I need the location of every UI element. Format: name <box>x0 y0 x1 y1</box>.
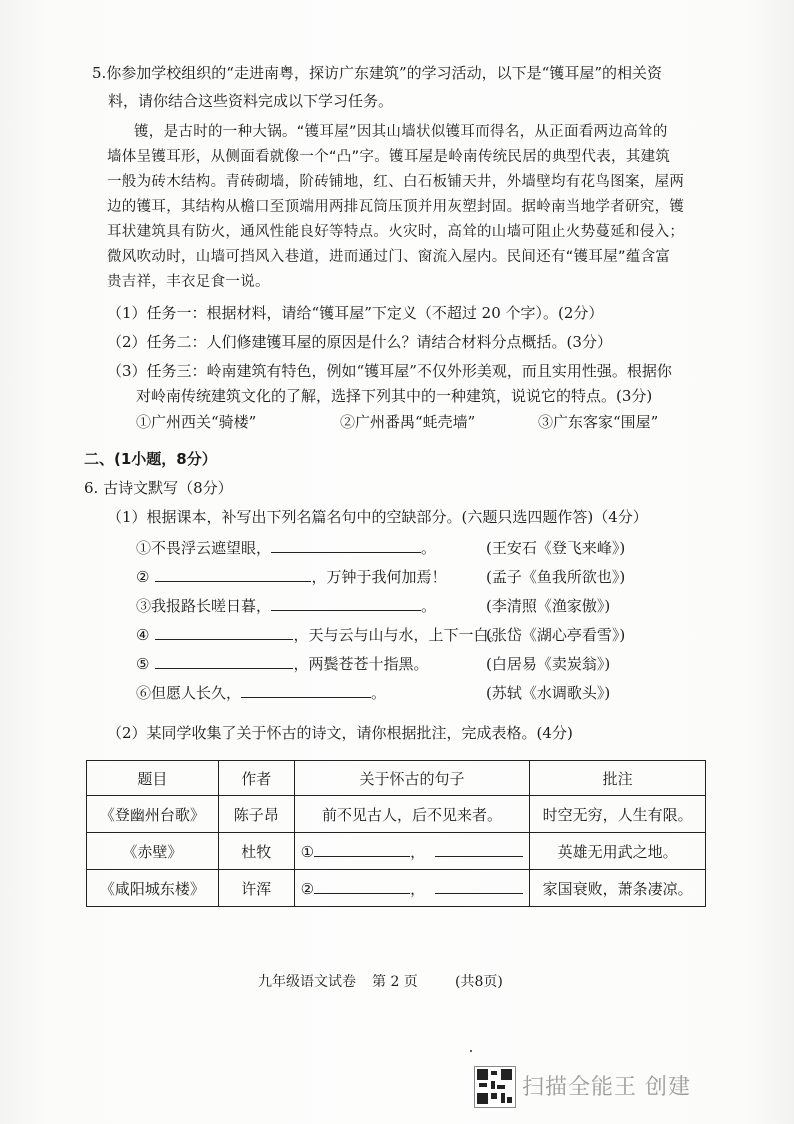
cell-sentence-blank: ② ， <box>294 870 530 907</box>
scan-speck <box>470 1050 472 1052</box>
answer-blank[interactable] <box>155 567 311 582</box>
qr-code-icon <box>474 1066 516 1108</box>
material-line: 边的镬耳，其结构从檐口至顶端用两排瓦筒压顶并用灰塑封固。据岭南当地学者研究，镬 <box>107 199 685 215</box>
table-row <box>87 870 706 907</box>
material-line: 镬，是古时的一种大锅。“镬耳屋”因其山墙状似镬耳而得名，从正面看两边高耸的 <box>134 124 668 140</box>
header-author: 作者 <box>218 761 294 796</box>
source-4: (张岱《湖心亭看雪》) <box>486 626 626 644</box>
source-6: (苏轼《水调歌头》) <box>486 684 611 702</box>
cell-sentence-blank: ① ， <box>294 833 530 870</box>
task-3-line1: （3）任务三：岭南建筑有特色，例如“镬耳屋”不仅外形美观，而且实用性强。根据你 <box>107 362 672 380</box>
scanner-watermark: 扫描全能王 创建 <box>522 1075 691 1100</box>
header-title: 题目 <box>87 761 219 796</box>
q6-sub1: （1）根据课本，补写出下列名篇名句中的空缺部分。(六题只选四题作答)（4分） <box>107 508 648 526</box>
material-line: 贵吉祥，丰衣足食一说。 <box>107 274 270 290</box>
source-2: (孟子《鱼我所欲也》) <box>486 568 626 586</box>
answer-blank[interactable] <box>271 596 421 611</box>
material-line: 耳状建筑具有防火，通风性能良好等特点。火灾时，高耸的山墙可阻止火势蔓延和侵入； <box>107 224 685 240</box>
table-row <box>87 833 706 870</box>
q6-title: 6. 古诗文默写（8分） <box>84 479 233 497</box>
poem-table <box>86 760 706 907</box>
footer-page-number: 第 2 页 <box>372 974 418 990</box>
answer-blank[interactable] <box>155 625 293 640</box>
footer-paper-name: 九年级语文试卷 <box>258 974 356 990</box>
source-5: (白居易《卖炭翁》) <box>486 655 611 673</box>
fill-line-1: ①不畏浮云遮望眼， 。 <box>136 539 437 557</box>
option-2: ②广州番禺“蚝壳墙” <box>340 413 476 431</box>
material-line: 微风吹动时，山墙可挡风入巷道，进而通过门、窗流入屋内。民间还有“镬耳屋”蕴含富 <box>107 249 671 265</box>
option-1: ①广州西关“骑楼” <box>136 413 257 431</box>
cell-note: 家国衰败，萧条凄凉。 <box>530 870 706 907</box>
q5-intro-line1: 5.你参加学校组织的“走进南粤，探访广东建筑”的学习活动，以下是“镬耳屋”的相关资 <box>92 64 662 82</box>
header-note: 批注 <box>530 761 706 796</box>
table-row <box>87 796 706 833</box>
footer-total-pages: (共8页) <box>455 974 503 990</box>
cell-author: 陈子昂 <box>218 796 294 833</box>
option-3: ③广东客家“围屋” <box>538 413 659 431</box>
source-3: (李清照《渔家傲》) <box>486 597 611 615</box>
answer-blank[interactable] <box>314 879 410 894</box>
fill-line-4: ④ ，天与云与山与水，上下一白。 <box>136 626 504 644</box>
cell-sentence: 前不见古人，后不见来者。 <box>294 796 530 833</box>
cell-author: 杜牧 <box>218 833 294 870</box>
fill-line-3: ③我报路长嗟日暮， 。 <box>136 597 437 615</box>
task-3-line2: 对岭南传统建筑文化的了解，选择下列其中的一种建筑，说说它的特点。(3分) <box>136 387 653 405</box>
section-2-heading: 二、(1小题，8分） <box>84 450 217 468</box>
answer-blank[interactable] <box>241 683 371 698</box>
material-line: 墙体呈镬耳形，从侧面看就像一个“凸”字。镬耳屋是岭南传统民居的典型代表，其建筑 <box>107 149 671 165</box>
answer-blank[interactable] <box>155 654 293 669</box>
cell-title: 《咸阳城东楼》 <box>87 870 219 907</box>
fill-line-2: ② ，万钟于我何加焉！ <box>136 568 447 586</box>
table-header-row <box>87 761 706 796</box>
fill-line-5: ⑤ ，两鬓苍苍十指黑。 <box>136 655 429 673</box>
cell-note: 时空无穷，人生有限。 <box>530 796 706 833</box>
header-sentence: 关于怀古的句子 <box>294 761 530 796</box>
cell-title: 《登幽州台歌》 <box>87 796 219 833</box>
task-1: （1）任务一：根据材料，请给“镬耳屋”下定义（不超过 20 个字）。(2分） <box>107 304 604 322</box>
source-1: (王安石《登飞来峰》) <box>486 539 626 557</box>
cell-title: 《赤壁》 <box>87 833 219 870</box>
answer-blank[interactable] <box>271 538 421 553</box>
answer-blank[interactable] <box>435 842 523 857</box>
fill-line-6: ⑥但愿人长久， 。 <box>136 684 387 702</box>
answer-blank[interactable] <box>435 879 523 894</box>
cell-author: 许浑 <box>218 870 294 907</box>
q6-sub2: （2）某同学收集了关于怀古的诗文，请你根据批注，完成表格。(4分) <box>107 724 573 742</box>
cell-note: 英雄无用武之地。 <box>530 833 706 870</box>
task-2: （2）任务二：人们修建镬耳屋的原因是什么？请结合材料分点概括。(3分） <box>107 333 612 351</box>
answer-blank[interactable] <box>314 842 410 857</box>
material-line: 一般为砖木结构。青砖砌墙，阶砖铺地，红、白石板铺天井，外墙壁均有花鸟图案，屋两 <box>107 174 685 190</box>
q5-intro-line2: 料，请你结合这些资料完成以下学习任务。 <box>108 92 394 110</box>
